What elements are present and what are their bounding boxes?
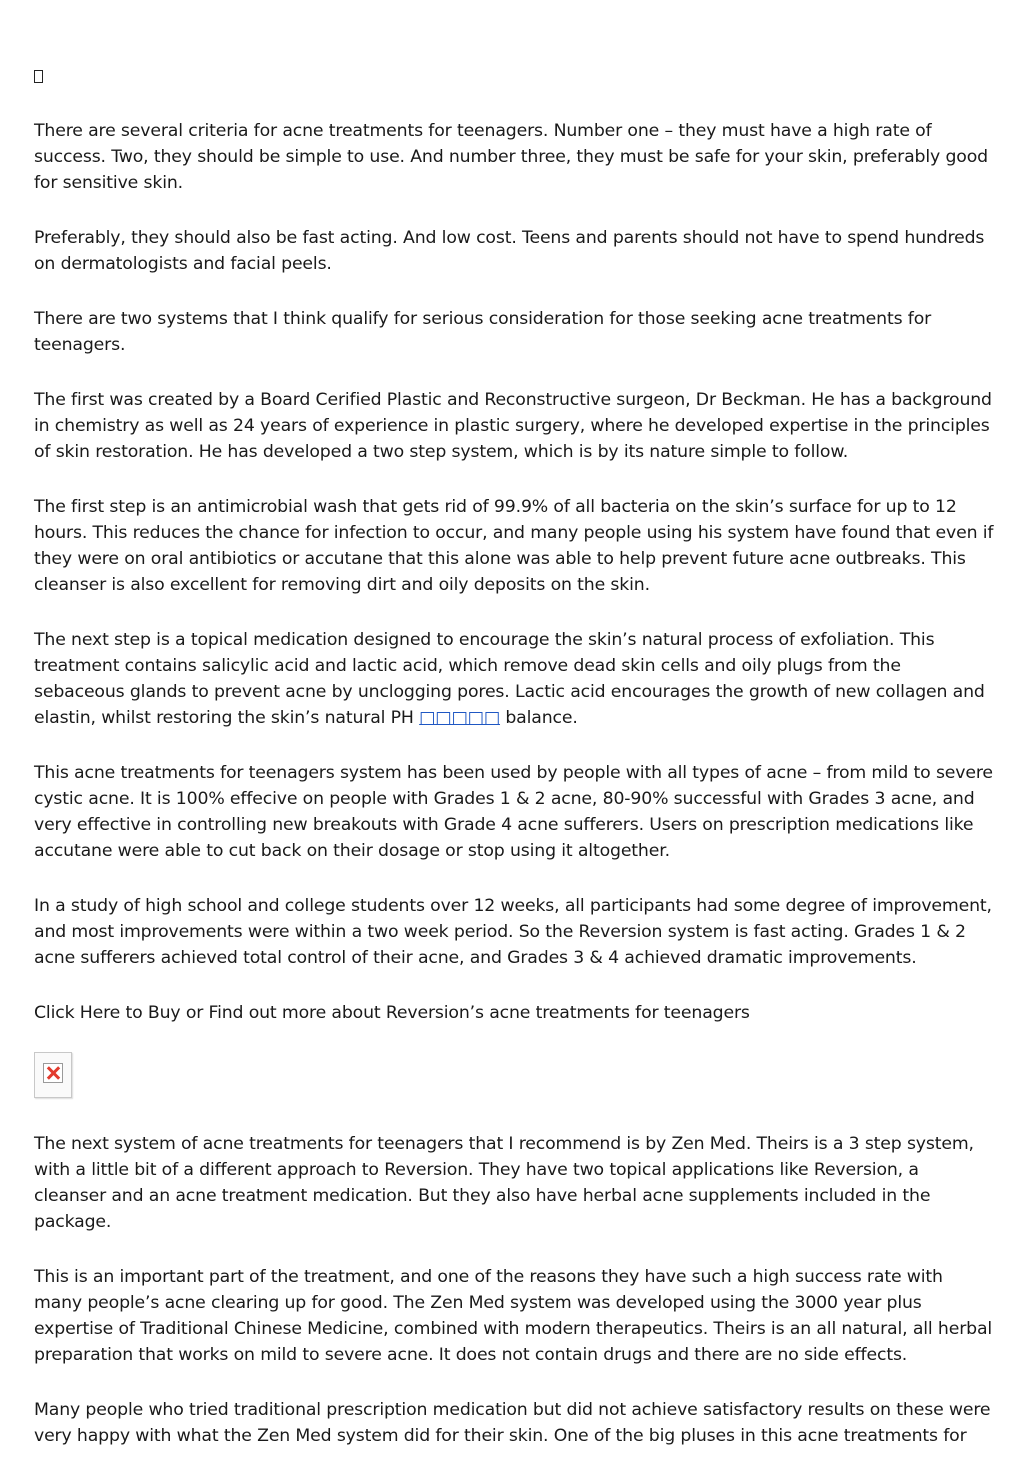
- paragraph-next-step-tail: balance.: [500, 708, 578, 728]
- paragraph-first-step: The first step is an antimicrobial wash that gets rid of 99.9% of all bacteria on the skin’s surface for up to 12 hours. This reduces the chance for infection to occur, and many people using his system have found that even if they were on oral antibiotics or accutane that this alone was able to help prevent future acne outbreaks. This cleanser is also excellent for removing dirt and oily deposits on the skin.: [34, 497, 994, 595]
- paragraph-next-step-text: The next step is a topical medication designed to encourage the skin’s natural process of exfoliation. This treatment contains salicylic acid and lactic acid, which remove dead skin cells and oily plugs from the sebaceous glands to prevent acne by unclogging pores. Lactic acid encourages the growth of new collagen and elastin, whilst restoring the skin’s natural PH: [34, 630, 985, 728]
- paragraph-zen-med: The next system of acne treatments for teenagers that I recommend is by Zen Med. Theirs is a 3 step system, with a little bit of a different approach to Reversion. They have two topical applications like Reversion, a cleanser and an acne treatment medication. But they also have herbal acne supplements included in the package.: [34, 1134, 974, 1232]
- paragraph-all-acne-types: This acne treatments for teenagers system has been used by people with all types of acne – from mild to severe cystic acne. It is 100% effecive on people with Grades 1 & 2 acne, 80-90% successful with Grades 3 acne, and very effective in controlling new breakouts with Grade 4 acne sufferers. Users on prescription medications like accutane were able to cut back on their dosage or stop using it altogether.: [34, 763, 993, 861]
- paragraph-study: In a study of high school and college students over 12 weeks, all participants had some degree of improvement, and most improvements were within a two week period. So the Reversion system is fast acting. Grades 1 & 2 acne sufferers achieved total control of their acne, and Grades 3 & 4 achieved dramatic improvements.: [34, 896, 992, 968]
- paragraph-next-step: [34, 627, 994, 731]
- broken-image: [34, 1052, 72, 1098]
- paragraph-important-part: This is an important part of the treatment, and one of the reasons they have such a high success rate with many people’s acne clearing up for good. The Zen Med system was developed using the 3000 year plus expertise of Traditional Chinese Medicine, combined with modern therapeutics. Theirs is an all natural, all herbal preparation that works on mild to severe acne. It does not contain drugs and there are no side effects.: [34, 1267, 993, 1365]
- broken-image-icon: [43, 1063, 63, 1083]
- paragraph-criteria: There are several criteria for acne treatments for teenagers. Number one – they must have a high rate of success. Two, they should be simple to use. And number three, they must be safe for your skin, preferably good for sensitive skin.: [34, 121, 988, 193]
- document-body: [34, 64, 994, 1478]
- paragraph-click-here[interactable]: Click Here to Buy or Find out more about Reversion’s acne treatments for teenagers: [34, 1003, 750, 1023]
- paragraph-fast-acting: Preferably, they should also be fast acting. And low cost. Teens and parents should not have to spend hundreds on dermatologists and facial peels.: [34, 228, 985, 274]
- inline-link[interactable]: □□□□□: [419, 708, 501, 728]
- paragraph-two-systems: There are two systems that I think qualify for serious consideration for those seeking acne treatments for teenagers.: [34, 309, 932, 355]
- paragraph-many-people: Many people who tried traditional prescription medication but did not achieve satisfactory results on these were very happy with what the Zen Med system did for their skin. One of the big pluses in this acne treatments for: [34, 1400, 991, 1446]
- missing-glyph-icon: [34, 70, 43, 83]
- paragraph-dr-beckman: The first was created by a Board Cerified Plastic and Reconstructive surgeon, Dr Beckman. He has a background in chemistry as well as 24 years of experience in plastic surgery, where he developed expertise in the principles of skin restoration. He has developed a two step system, which is by its nature simple to follow.: [34, 390, 992, 462]
